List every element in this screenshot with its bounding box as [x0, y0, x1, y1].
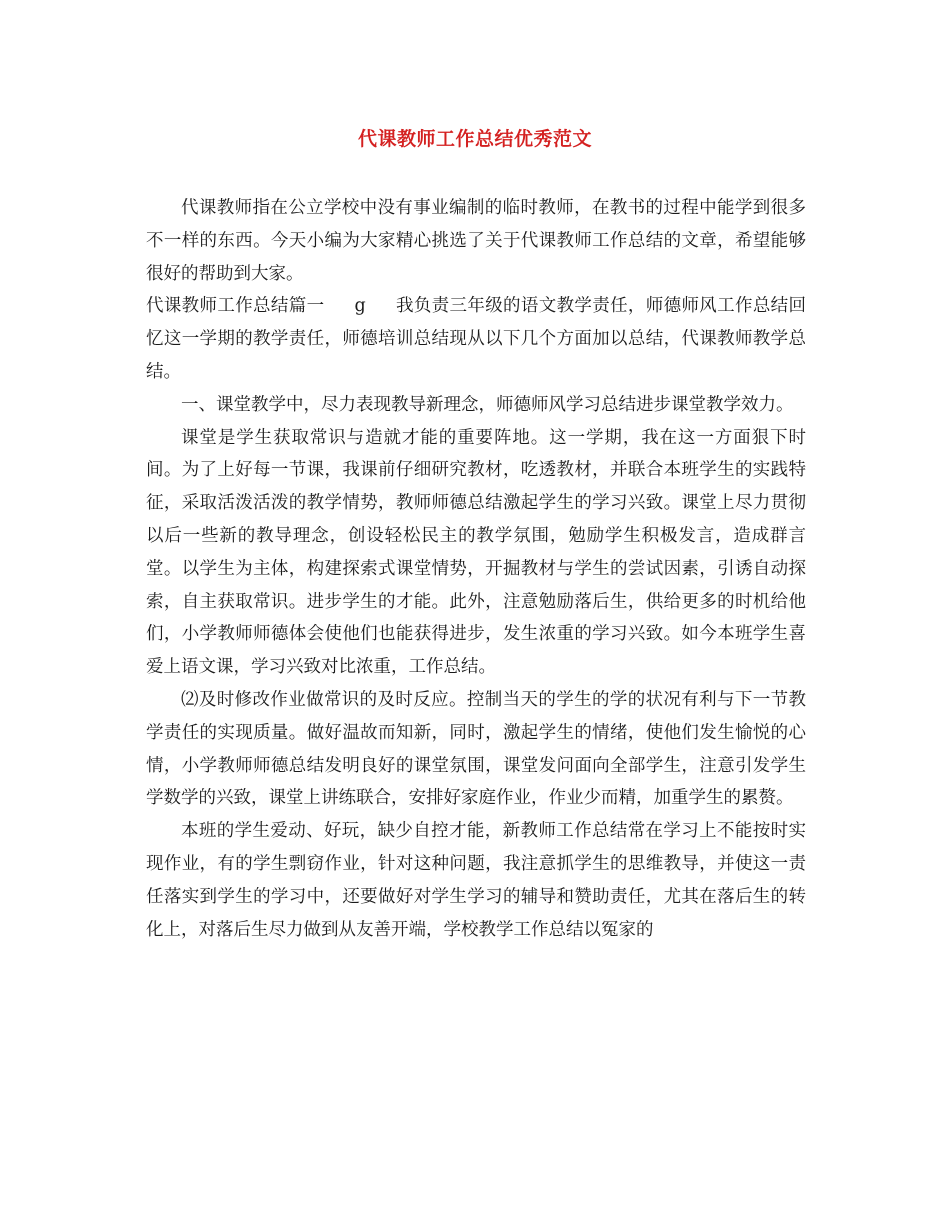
heading-line-text: 我负责三年级的语文教学责任，师德师风工作总结回忆这一学期的教学责任，师德培训总结现从以下几个方面加以总结，代课教师教学总结。 — [146, 296, 807, 382]
paragraph-heading-line — [146, 290, 806, 388]
document-title: 代课教师工作总结优秀范文 — [357, 128, 592, 150]
stray-marker: g — [354, 296, 366, 317]
paragraph-intro: 代课教师指在公立学校中没有事业编制的临时教师，在教书的过程中能学到很多不一样的东西。今天小编为大家精心挑选了关于代课教师工作总结的文章，希望能够很好的帮助到大家。 — [146, 198, 806, 284]
paragraph-section-1: 一、课堂教学中，尽力表现教导新理念，师德师风学习总结进步课堂教学效力。 — [181, 394, 794, 415]
paragraph-students: 本班的学生爱动、好玩，缺少自控才能，新教师工作总结常在学习上不能按时实现作业，有的学生剽窃作业，针对这种问题，我注意抓学生的思维教导，并使这一责任落实到学生的学习中，还要做好对学生学习的辅导和赞助责任，尤其在落后生的转化上，对落后生尽力做到从友善开端，学校教学工作总结以冤家的 — [146, 821, 806, 940]
section-heading: 代课教师工作总结篇一 — [146, 296, 325, 317]
paragraph-classroom: 课堂是学生获取常识与造就才能的重要阵地。这一学期，我在这一方面狠下时间。为了上好每一节课，我课前仔细研究教材，吃透教材，并联合本班学生的实践特征，采取活泼活泼的教学情势，教师师德总结激起学生的学习兴致。课堂上尽力贯彻以后一些新的教导理念，创设轻松民主的教学氛围，勉励学生积极发言，造成群言堂。以学生为主体，构建探索式课堂情势，开掘教材与学生的尝试因素，引诱自动探索，自主获取常识。进步学生的才能。此外，注意勉励落后生，供给更多的时机给他们，小学教师师德体会使他们也能获得进步，发生浓重的学习兴致。如今本班学生喜爱上语文课，学习兴致对比浓重，工作总结。 — [146, 427, 806, 678]
document-body — [146, 192, 806, 946]
paragraph-homework: ⑵及时修改作业做常识的及时反应。控制当天的学生的学的状况有利与下一节教学责任的实现质量。做好温故而知新，同时，激起学生的情绪，使他们发生愉悦的心情，小学教师师德总结发明良好的课堂氛围，课堂发问面向全部学生，注意引发学生学数学的兴致，课堂上讲练联合，安排好家庭作业，作业少而精，加重学生的累赘。 — [146, 689, 806, 809]
